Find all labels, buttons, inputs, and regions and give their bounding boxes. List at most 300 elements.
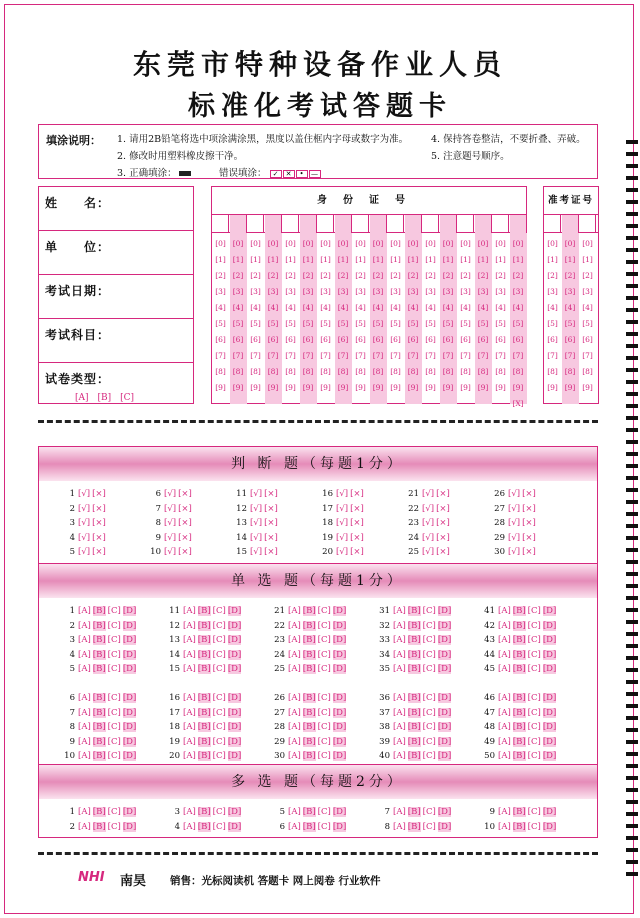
answer-bubble[interactable]: [C] (527, 707, 541, 718)
answer-bubble[interactable]: [×] (350, 503, 364, 514)
answer-bubble[interactable]: [D] (332, 635, 347, 645)
answer-bubble[interactable]: [B] (197, 751, 211, 761)
answer-bubble[interactable]: [A] (78, 822, 91, 832)
answer-bubble[interactable]: [C] (212, 635, 226, 645)
answer-bubble[interactable]: [C] (527, 736, 541, 747)
digit-bubble[interactable]: [4] (285, 303, 296, 312)
answer-bubble[interactable]: [A] (183, 664, 196, 674)
answer-bubble[interactable]: [×] (92, 489, 106, 499)
answer-bubble[interactable]: [C] (317, 722, 331, 732)
digit-bubble[interactable]: [1] (285, 255, 296, 264)
answer-bubble[interactable]: [×] (350, 532, 364, 543)
digit-bubble[interactable]: [4] (320, 303, 331, 312)
answer-bubble[interactable]: [√] (336, 518, 349, 528)
digit-bubble[interactable]: [6] (425, 335, 436, 344)
answer-bubble[interactable]: [A] (288, 807, 301, 817)
digit-bubble[interactable]: [2] (442, 271, 454, 280)
answer-bubble[interactable]: [B] (302, 751, 316, 761)
digit-bubble[interactable]: [9] (232, 383, 244, 392)
digit-bubble[interactable]: [9] (442, 383, 454, 392)
answer-bubble[interactable]: [×] (178, 503, 192, 514)
digit-bubble[interactable]: [6] (564, 335, 576, 344)
answer-bubble[interactable]: [D] (227, 693, 242, 703)
answer-bubble[interactable]: [B] (92, 736, 106, 747)
answer-bubble[interactable]: [C] (107, 807, 121, 817)
digit-bubble[interactable]: [9] (547, 383, 558, 392)
answer-bubble[interactable]: [D] (122, 664, 137, 674)
digit-bubble[interactable]: [0] (547, 239, 558, 248)
answer-bubble[interactable]: [A] (183, 707, 196, 718)
digit-bubble[interactable]: [3] (512, 287, 524, 296)
answer-bubble[interactable]: [A] (78, 664, 91, 674)
digit-bubble[interactable]: [9] (390, 383, 401, 392)
digit-bubble[interactable]: [5] (302, 319, 314, 328)
answer-bubble[interactable]: [D] (542, 649, 557, 660)
answer-bubble[interactable]: [√] (508, 532, 521, 543)
answer-bubble[interactable]: [B] (512, 664, 526, 674)
answer-bubble[interactable]: [A] (498, 751, 511, 761)
digit-bubble[interactable]: [3] (477, 287, 489, 296)
digit-bubble[interactable]: [1] (232, 255, 244, 264)
digit-bubble[interactable]: [5] (372, 319, 384, 328)
answer-bubble[interactable]: [A] (393, 649, 406, 660)
digit-bubble[interactable]: [7] (442, 351, 454, 360)
answer-bubble[interactable]: [D] (542, 635, 557, 645)
answer-bubble[interactable]: [A] (78, 620, 91, 631)
answer-bubble[interactable]: [√] (164, 532, 177, 543)
digit-bubble[interactable]: [9] (425, 383, 436, 392)
answer-bubble[interactable]: [C] (107, 736, 121, 747)
answer-bubble[interactable]: [A] (393, 606, 406, 616)
answer-bubble[interactable]: [B] (407, 707, 421, 718)
answer-bubble[interactable]: [C] (527, 620, 541, 631)
exam-date-field[interactable]: 考试日期： (39, 275, 193, 319)
answer-bubble[interactable]: [A] (78, 722, 91, 732)
digit-bubble[interactable]: [4] (390, 303, 401, 312)
digit-bubble[interactable]: [3] (460, 287, 471, 296)
digit-bubble[interactable]: [7] (582, 351, 593, 360)
answer-bubble[interactable]: [B] (407, 822, 421, 832)
digit-bubble[interactable]: [4] (250, 303, 261, 312)
answer-bubble[interactable]: [A] (183, 807, 196, 817)
answer-bubble[interactable]: [D] (122, 736, 137, 747)
answer-bubble[interactable]: [C] (212, 822, 226, 832)
answer-bubble[interactable]: [C] (527, 664, 541, 674)
digit-bubble[interactable]: [5] (320, 319, 331, 328)
answer-bubble[interactable]: [D] (437, 751, 452, 761)
answer-bubble[interactable]: [D] (122, 807, 137, 817)
answer-bubble[interactable]: [C] (527, 635, 541, 645)
answer-bubble[interactable]: [×] (264, 518, 278, 528)
answer-bubble[interactable]: [C] (107, 822, 121, 832)
answer-bubble[interactable]: [D] (122, 649, 137, 660)
digit-bubble[interactable]: [3] (407, 287, 419, 296)
digit-bubble[interactable]: [7] (372, 351, 384, 360)
answer-bubble[interactable]: [√] (336, 547, 349, 557)
answer-bubble[interactable]: [C] (422, 606, 436, 616)
answer-bubble[interactable]: [A] (288, 649, 301, 660)
answer-bubble[interactable]: [A] (498, 620, 511, 631)
answer-bubble[interactable]: [√] (164, 503, 177, 514)
digit-bubble[interactable]: [9] (337, 383, 349, 392)
digit-bubble[interactable]: [8] (582, 367, 593, 376)
answer-bubble[interactable]: [D] (332, 736, 347, 747)
answer-bubble[interactable]: [B] (302, 707, 316, 718)
answer-bubble[interactable]: [D] (437, 736, 452, 747)
answer-bubble[interactable]: [A] (288, 620, 301, 631)
digit-bubble[interactable]: [0] (355, 239, 366, 248)
answer-bubble[interactable]: [×] (522, 503, 536, 514)
digit-bubble[interactable]: [7] (232, 351, 244, 360)
answer-bubble[interactable]: [A] (288, 751, 301, 761)
digit-bubble[interactable]: [1] (442, 255, 454, 264)
digit-bubble[interactable]: [9] (285, 383, 296, 392)
digit-bubble[interactable]: [7] (547, 351, 558, 360)
answer-bubble[interactable]: [C] (422, 822, 436, 832)
digit-bubble[interactable]: [9] (302, 383, 314, 392)
digit-bubble[interactable]: [5] (232, 319, 244, 328)
digit-bubble[interactable]: [4] (477, 303, 489, 312)
answer-bubble[interactable]: [A] (393, 736, 406, 747)
digit-bubble[interactable]: [1] (302, 255, 314, 264)
digit-bubble[interactable]: [4] (512, 303, 524, 312)
answer-bubble[interactable]: [D] (122, 620, 137, 631)
answer-bubble[interactable]: [D] (332, 722, 347, 732)
digit-bubble[interactable]: [9] (215, 383, 226, 392)
answer-bubble[interactable]: [A] (393, 807, 406, 817)
answer-bubble[interactable]: [A] (498, 736, 511, 747)
answer-bubble[interactable]: [D] (122, 822, 137, 832)
digit-bubble[interactable]: [2] (302, 271, 314, 280)
answer-bubble[interactable]: [A] (498, 707, 511, 718)
digit-bubble[interactable]: [6] (355, 335, 366, 344)
answer-bubble[interactable]: [C] (422, 635, 436, 645)
answer-bubble[interactable]: [B] (407, 736, 421, 747)
digit-bubble[interactable]: [4] (442, 303, 454, 312)
digit-bubble[interactable]: [8] (477, 367, 489, 376)
digit-bubble[interactable]: [2] (407, 271, 419, 280)
name-field[interactable]: 姓 名： (39, 187, 193, 231)
answer-bubble[interactable]: [×] (522, 518, 536, 528)
answer-bubble[interactable]: [D] (437, 606, 452, 616)
digit-bubble[interactable]: [7] (390, 351, 401, 360)
answer-bubble[interactable]: [√] (250, 532, 263, 543)
answer-bubble[interactable]: [A] (498, 722, 511, 732)
digit-bubble[interactable]: [2] (512, 271, 524, 280)
answer-bubble[interactable]: [B] (197, 722, 211, 732)
digit-bubble[interactable]: [4] (547, 303, 558, 312)
digit-bubble[interactable]: [3] (337, 287, 349, 296)
answer-bubble[interactable]: [√] (164, 518, 177, 528)
answer-bubble[interactable]: [B] (302, 620, 316, 631)
answer-bubble[interactable]: [B] (302, 649, 316, 660)
answer-bubble[interactable]: [D] (437, 664, 452, 674)
answer-bubble[interactable]: [A] (288, 722, 301, 732)
answer-bubble[interactable]: [B] (512, 822, 526, 832)
digit-bubble[interactable]: [9] (267, 383, 279, 392)
answer-bubble[interactable]: [C] (422, 693, 436, 703)
digit-bubble[interactable]: [0] (215, 239, 226, 248)
answer-bubble[interactable]: [A] (183, 722, 196, 732)
digit-bubble[interactable]: [3] (495, 287, 506, 296)
digit-bubble[interactable]: [9] (355, 383, 366, 392)
digit-bubble[interactable]: [1] (495, 255, 506, 264)
answer-bubble[interactable]: [A] (498, 693, 511, 703)
answer-bubble[interactable]: [√] (422, 532, 435, 543)
answer-bubble[interactable]: [B] (407, 620, 421, 631)
digit-bubble[interactable]: [0] (320, 239, 331, 248)
answer-bubble[interactable]: [×] (522, 532, 536, 543)
digit-bubble[interactable]: [4] (564, 303, 576, 312)
answer-bubble[interactable]: [A] (78, 707, 91, 718)
answer-bubble[interactable]: [C] (107, 693, 121, 703)
answer-bubble[interactable]: [×] (92, 518, 106, 528)
answer-bubble[interactable]: [C] (107, 664, 121, 674)
digit-bubble[interactable]: [2] (232, 271, 244, 280)
answer-bubble[interactable]: [C] (317, 822, 331, 832)
digit-bubble[interactable]: [3] (547, 287, 558, 296)
answer-bubble[interactable]: [B] (92, 620, 106, 631)
digit-bubble[interactable]: [6] (232, 335, 244, 344)
answer-bubble[interactable]: [×] (178, 489, 192, 499)
answer-bubble[interactable]: [D] (227, 635, 242, 645)
answer-bubble[interactable]: [B] (92, 693, 106, 703)
answer-bubble[interactable]: [√] (336, 489, 349, 499)
answer-bubble[interactable]: [D] (542, 664, 557, 674)
answer-bubble[interactable]: [C] (107, 707, 121, 718)
answer-bubble[interactable]: [D] (437, 693, 452, 703)
answer-bubble[interactable]: [B] (302, 664, 316, 674)
digit-bubble[interactable]: [5] (267, 319, 279, 328)
answer-bubble[interactable]: [√] (336, 532, 349, 543)
digit-bubble[interactable]: [8] (232, 367, 244, 376)
digit-bubble[interactable]: [0] (512, 239, 524, 248)
digit-bubble[interactable]: [2] (547, 271, 558, 280)
digit-bubble[interactable]: [2] (460, 271, 471, 280)
digit-bubble[interactable]: [3] (285, 287, 296, 296)
digit-bubble[interactable]: [7] (460, 351, 471, 360)
answer-bubble[interactable]: [C] (317, 606, 331, 616)
answer-bubble[interactable]: [A] (183, 822, 196, 832)
answer-bubble[interactable]: [B] (512, 751, 526, 761)
answer-bubble[interactable]: [A] (498, 664, 511, 674)
answer-bubble[interactable]: [A] (393, 722, 406, 732)
digit-bubble[interactable]: [5] (407, 319, 419, 328)
answer-bubble[interactable]: [B] (197, 620, 211, 631)
answer-bubble[interactable]: [D] (332, 693, 347, 703)
answer-bubble[interactable]: [B] (407, 606, 421, 616)
answer-bubble[interactable]: [√] (336, 503, 349, 514)
digit-bubble[interactable]: [8] (372, 367, 384, 376)
digit-bubble[interactable]: [1] (407, 255, 419, 264)
answer-bubble[interactable]: [×] (350, 518, 364, 528)
answer-bubble[interactable]: [D] (122, 722, 137, 732)
digit-bubble[interactable]: [7] (337, 351, 349, 360)
answer-bubble[interactable]: [A] (393, 664, 406, 674)
digit-bubble[interactable]: [0] (267, 239, 279, 248)
digit-bubble[interactable]: [1] (337, 255, 349, 264)
answer-bubble[interactable]: [C] (422, 620, 436, 631)
digit-bubble[interactable]: [2] (355, 271, 366, 280)
answer-bubble[interactable]: [C] (212, 620, 226, 631)
digit-bubble[interactable]: [2] (320, 271, 331, 280)
answer-bubble[interactable]: [B] (197, 822, 211, 832)
digit-bubble[interactable]: [2] (425, 271, 436, 280)
answer-bubble[interactable]: [A] (78, 807, 91, 817)
answer-bubble[interactable]: [A] (78, 693, 91, 703)
answer-bubble[interactable]: [A] (183, 736, 196, 747)
digit-bubble[interactable]: [7] (250, 351, 261, 360)
digit-bubble[interactable]: [9] (564, 383, 576, 392)
digit-bubble[interactable]: [3] (564, 287, 576, 296)
answer-bubble[interactable]: [C] (527, 606, 541, 616)
digit-bubble[interactable]: [4] (460, 303, 471, 312)
answer-bubble[interactable]: [√] (250, 518, 263, 528)
digit-bubble[interactable]: [0] (250, 239, 261, 248)
digit-bubble[interactable]: [5] (285, 319, 296, 328)
answer-bubble[interactable]: [A] (78, 649, 91, 660)
digit-bubble[interactable]: [3] (232, 287, 244, 296)
digit-bubble[interactable]: [0] (582, 239, 593, 248)
digit-bubble[interactable]: [4] (232, 303, 244, 312)
answer-bubble[interactable]: [B] (407, 751, 421, 761)
answer-bubble[interactable]: [×] (264, 503, 278, 514)
answer-bubble[interactable]: [C] (317, 807, 331, 817)
digit-bubble[interactable]: [3] (355, 287, 366, 296)
digit-bubble[interactable]: [4] (425, 303, 436, 312)
digit-bubble[interactable]: [7] (355, 351, 366, 360)
digit-bubble[interactable]: [5] (442, 319, 454, 328)
answer-bubble[interactable]: [D] (122, 635, 137, 645)
answer-bubble[interactable]: [×] (522, 547, 536, 557)
answer-bubble[interactable]: [√] (422, 518, 435, 528)
digit-bubble[interactable]: [4] (267, 303, 279, 312)
digit-bubble[interactable]: [8] (390, 367, 401, 376)
digit-bubble[interactable]: [2] (337, 271, 349, 280)
digit-bubble[interactable]: [5] (477, 319, 489, 328)
digit-bubble[interactable]: [0] (425, 239, 436, 248)
digit-bubble[interactable]: [1] (215, 255, 226, 264)
digit-bubble[interactable]: [1] (250, 255, 261, 264)
digit-bubble[interactable]: [6] (250, 335, 261, 344)
digit-bubble[interactable]: [1] (460, 255, 471, 264)
digit-bubble[interactable]: [0] (442, 239, 454, 248)
answer-bubble[interactable]: [C] (422, 664, 436, 674)
digit-bubble[interactable]: [4] (215, 303, 226, 312)
answer-bubble[interactable]: [D] (332, 751, 347, 761)
answer-bubble[interactable]: [B] (407, 693, 421, 703)
answer-bubble[interactable]: [D] (332, 620, 347, 631)
digit-bubble[interactable]: [1] (372, 255, 384, 264)
answer-bubble[interactable]: [C] (107, 606, 121, 616)
digit-bubble[interactable]: [6] (285, 335, 296, 344)
answer-bubble[interactable]: [×] (436, 489, 450, 499)
answer-bubble[interactable]: [C] (212, 649, 226, 660)
answer-bubble[interactable]: [D] (437, 649, 452, 660)
answer-bubble[interactable]: [A] (78, 635, 91, 645)
digit-bubble[interactable]: [9] (512, 383, 524, 392)
digit-bubble[interactable]: [1] (477, 255, 489, 264)
answer-bubble[interactable]: [B] (197, 736, 211, 747)
answer-bubble[interactable]: [D] (542, 606, 557, 616)
answer-bubble[interactable]: [A] (183, 693, 196, 703)
digit-bubble[interactable]: [2] (250, 271, 261, 280)
answer-bubble[interactable]: [A] (183, 606, 196, 616)
answer-bubble[interactable]: [D] (542, 751, 557, 761)
answer-bubble[interactable]: [√] (78, 518, 91, 528)
answer-bubble[interactable]: [C] (422, 707, 436, 718)
digit-bubble[interactable]: [0] (407, 239, 419, 248)
digit-bubble[interactable]: [7] (320, 351, 331, 360)
answer-bubble[interactable]: [C] (212, 751, 226, 761)
digit-bubble[interactable]: [6] (460, 335, 471, 344)
digit-bubble[interactable]: [8] (460, 367, 471, 376)
answer-bubble[interactable]: [×] (436, 518, 450, 528)
digit-bubble[interactable]: [1] (547, 255, 558, 264)
digit-bubble[interactable]: [7] (267, 351, 279, 360)
answer-bubble[interactable]: [C] (527, 822, 541, 832)
answer-bubble[interactable]: [C] (317, 649, 331, 660)
answer-bubble[interactable]: [A] (183, 635, 196, 645)
answer-bubble[interactable]: [√] (164, 489, 177, 499)
answer-bubble[interactable]: [B] (197, 606, 211, 616)
digit-bubble[interactable]: [0] (232, 239, 244, 248)
digit-bubble[interactable]: [2] (390, 271, 401, 280)
digit-bubble[interactable]: [5] (215, 319, 226, 328)
digit-bubble[interactable]: [3] (320, 287, 331, 296)
answer-bubble[interactable]: [D] (227, 620, 242, 631)
digit-bubble[interactable]: [5] (355, 319, 366, 328)
answer-bubble[interactable]: [√] (422, 489, 435, 499)
digit-bubble[interactable]: [3] (215, 287, 226, 296)
digit-bubble[interactable]: [3] (425, 287, 436, 296)
answer-bubble[interactable]: [C] (422, 649, 436, 660)
answer-bubble[interactable]: [B] (92, 807, 106, 817)
answer-bubble[interactable]: [B] (407, 807, 421, 817)
answer-bubble[interactable]: [A] (393, 620, 406, 631)
answer-bubble[interactable]: [C] (212, 606, 226, 616)
answer-bubble[interactable]: [A] (288, 707, 301, 718)
answer-bubble[interactable]: [A] (78, 751, 91, 761)
digit-bubble[interactable]: [1] (320, 255, 331, 264)
answer-bubble[interactable]: [C] (422, 736, 436, 747)
digit-bubble[interactable]: [0] (460, 239, 471, 248)
answer-bubble[interactable]: [D] (542, 736, 557, 747)
answer-bubble[interactable]: [C] (317, 707, 331, 718)
digit-bubble[interactable]: [1] (582, 255, 593, 264)
answer-bubble[interactable]: [B] (92, 606, 106, 616)
answer-bubble[interactable]: [D] (332, 707, 347, 718)
digit-bubble-x[interactable]: [X] (512, 399, 524, 408)
unit-field[interactable]: 单 位： (39, 231, 193, 275)
answer-bubble[interactable]: [×] (436, 503, 450, 514)
answer-bubble[interactable]: [D] (437, 635, 452, 645)
answer-bubble[interactable]: [B] (302, 807, 316, 817)
digit-bubble[interactable]: [4] (372, 303, 384, 312)
digit-bubble[interactable]: [3] (372, 287, 384, 296)
digit-bubble[interactable]: [2] (285, 271, 296, 280)
answer-bubble[interactable]: [B] (512, 722, 526, 732)
answer-bubble[interactable]: [√] (250, 489, 263, 499)
answer-bubble[interactable]: [√] (250, 503, 263, 514)
answer-bubble[interactable]: [B] (512, 736, 526, 747)
answer-bubble[interactable]: [×] (350, 489, 364, 499)
answer-bubble[interactable]: [D] (227, 736, 242, 747)
digit-bubble[interactable]: [8] (267, 367, 279, 376)
answer-bubble[interactable]: [D] (227, 664, 242, 674)
answer-bubble[interactable]: [A] (288, 822, 301, 832)
answer-bubble[interactable]: [×] (178, 518, 192, 528)
